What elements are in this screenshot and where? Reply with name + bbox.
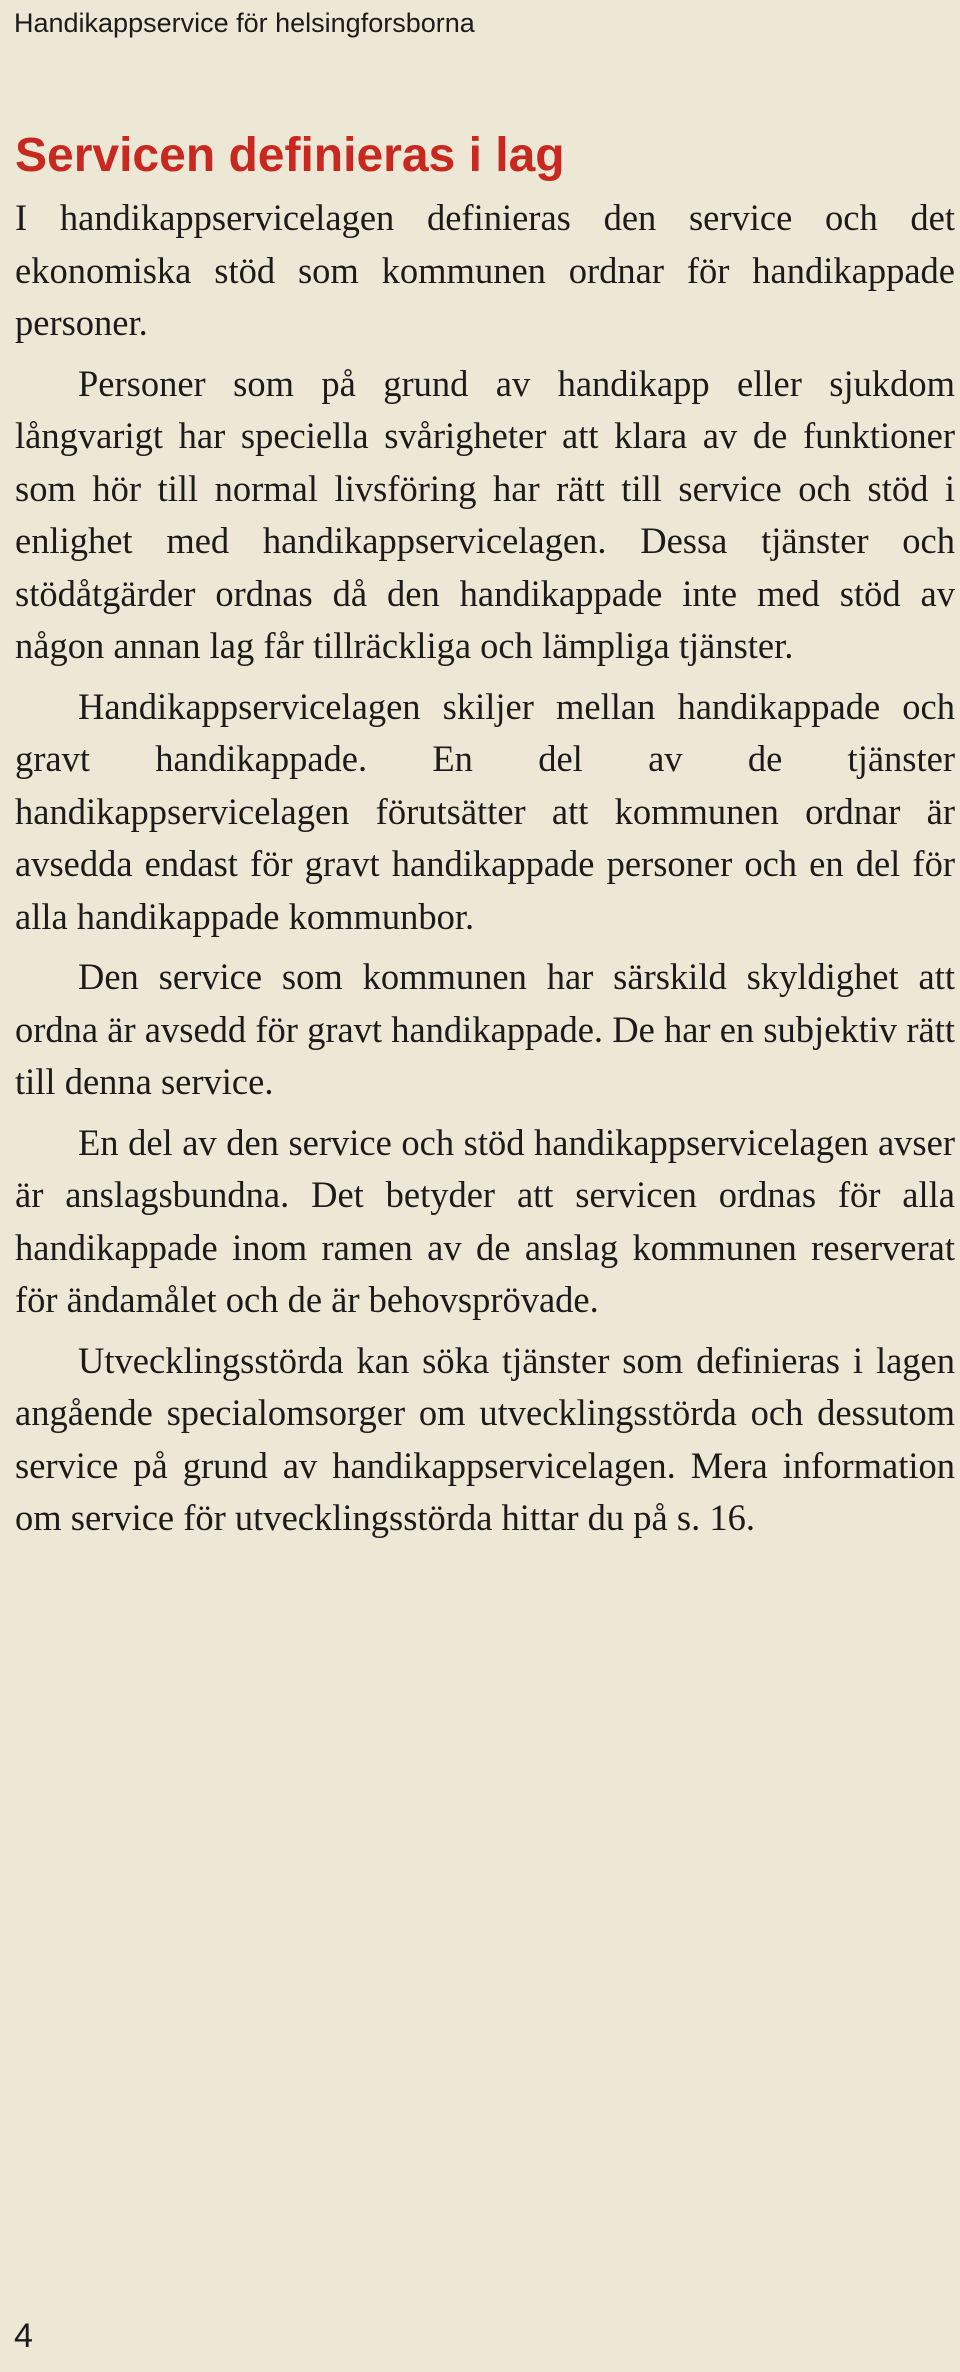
page-number: 4 bbox=[14, 2317, 33, 2355]
section-heading: Servicen definieras i lag bbox=[15, 129, 565, 182]
paragraph-developmental: Utvecklingsstörda kan söka tjänster som definieras i lagen angående specialomsorger om utvecklingsstörda och dessutom service på grund av handikappservicelagen. Mera information om service för utvecklingsstörda hittar du på s. 16. bbox=[15, 1339, 955, 1538]
paragraph-intro: I handikappservicelagen definieras den service och det ekonomiska stöd som kommunen ordnar för handikappade personer. bbox=[15, 197, 955, 343]
running-header: Handikappservice för helsingforsborna bbox=[14, 8, 475, 38]
paragraph-eligibility: Personer som på grund av handikapp eller sjukdom långvarigt har speciella svårigheter att klara av de funktioner som hör till normal livsföring har rätt till service och stöd i enlighet med handikappservicelagen. Dessa tjänster och stödåtgärder ordnas då den handikappade inte med stöd av någon annan lag får tillräckliga och lämpliga tjänster. bbox=[15, 362, 955, 666]
paragraph-appropriation: En del av den service och stöd handikappservicelagen avser är anslagsbundna. Det betyder att servicen ordnas för alla handikappade inom ramen av de anslag kommunen reserverat för ändamålet och de är behovsprövade. bbox=[15, 1121, 955, 1320]
paragraph-subjective-right: Den service som kommunen har särskild skyldighet att ordna är avsedd för gravt handikappade. De har en subjektiv rätt till denna service. bbox=[15, 956, 955, 1102]
article bbox=[15, 124, 955, 1553]
paragraph-distinction: Handikappservicelagen skiljer mellan handikappade och gravt handikappade. En del av de tjänster handikappservicelagen förutsätter att kommunen ordnar är avsedda endast för gravt handikappade personer och en del för alla handikappade kommunbor. bbox=[15, 685, 955, 937]
